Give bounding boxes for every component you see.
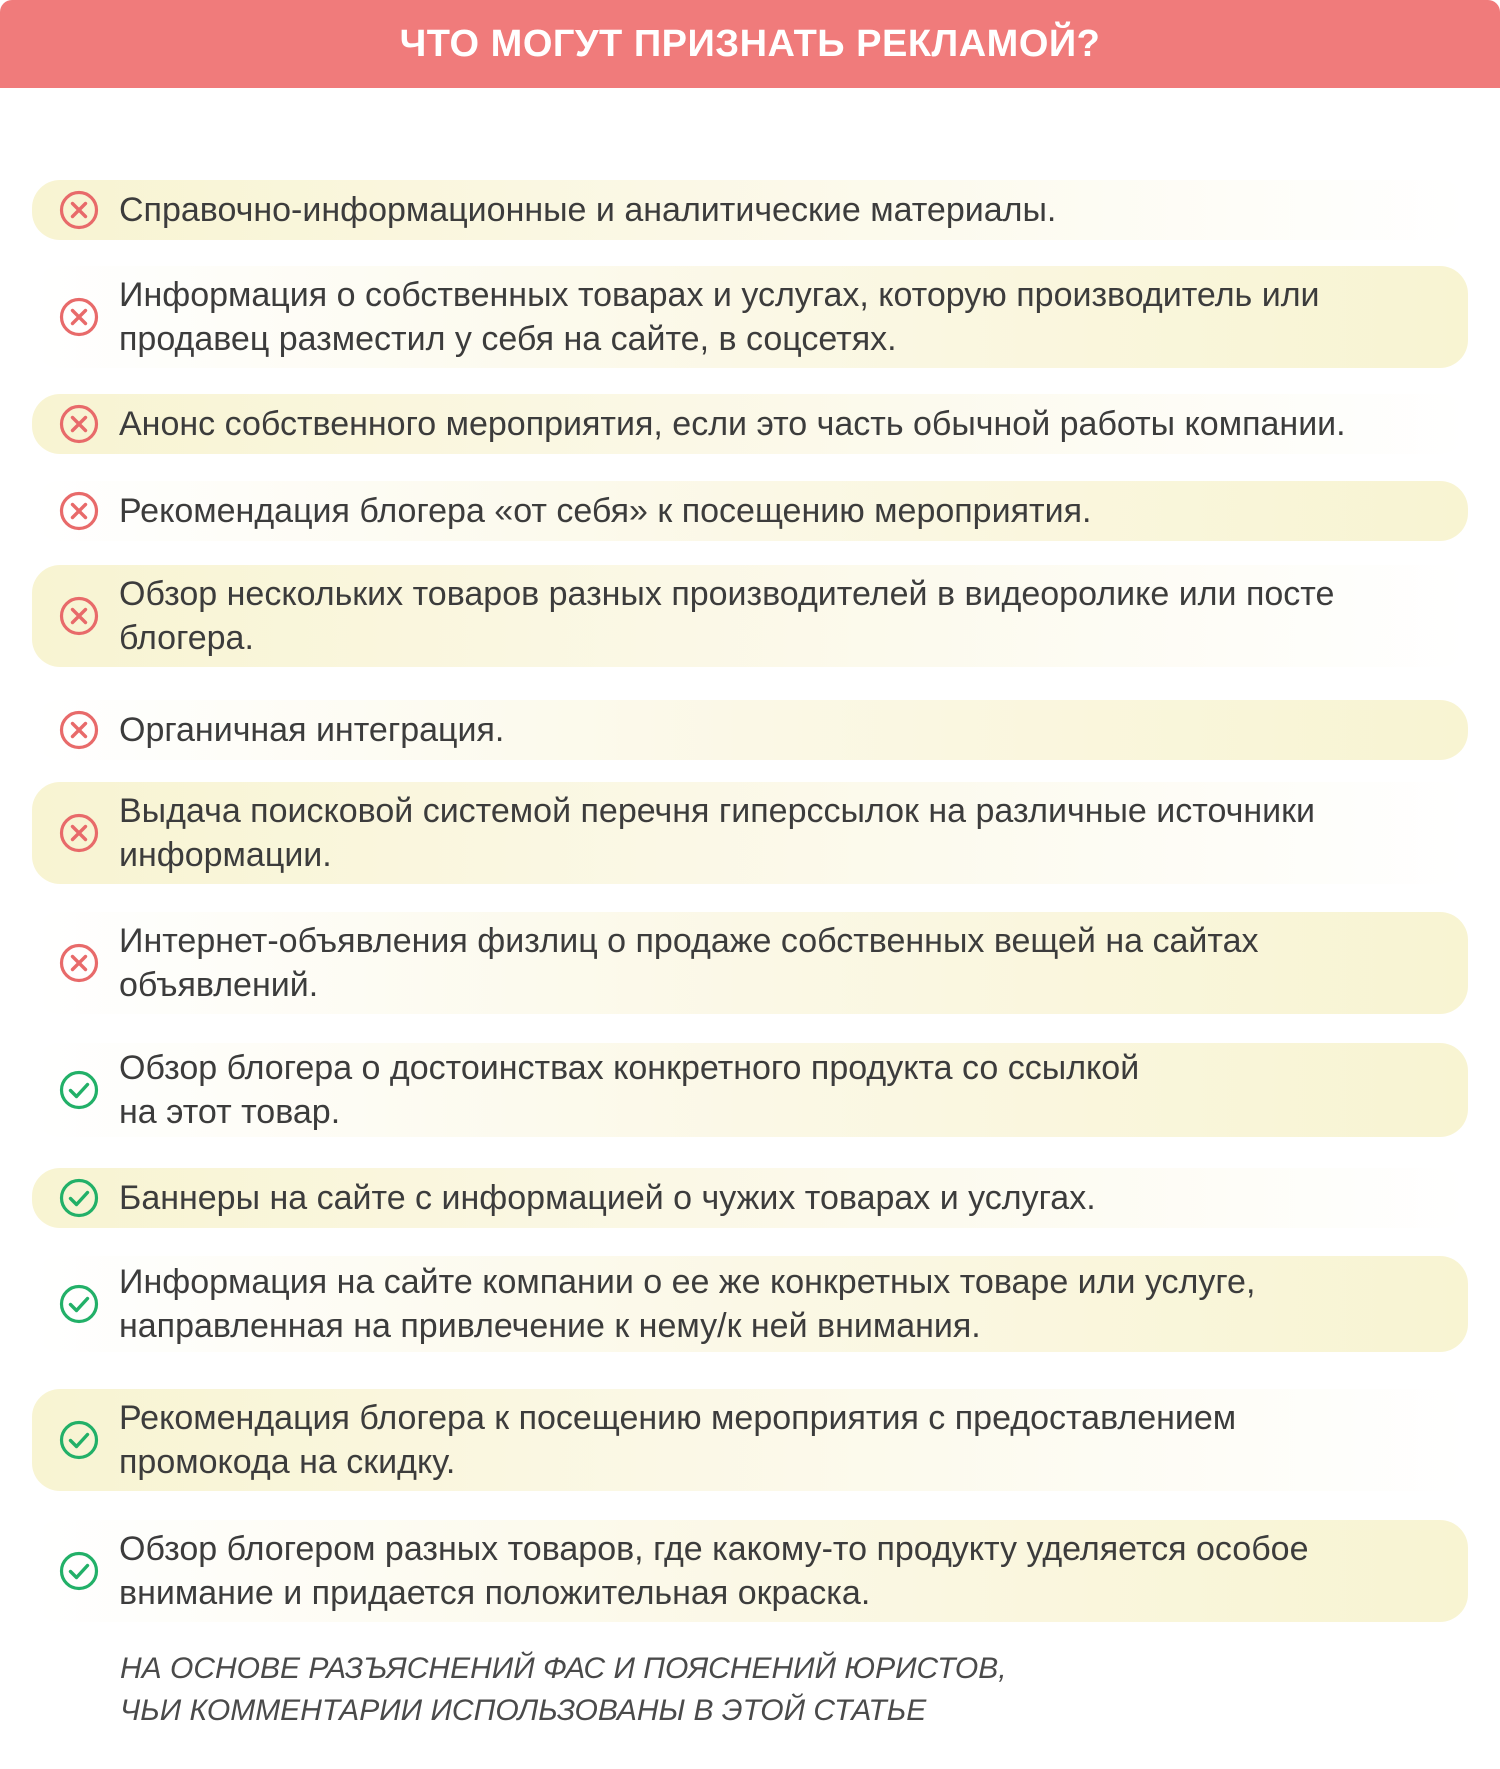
list-item (32, 782, 1468, 884)
list-item-line: Рекомендация блогера к посещению мероприятия с предоставлением (119, 1399, 1237, 1437)
list-item (32, 180, 1468, 240)
cross-icon (59, 596, 99, 636)
list-item-line: внимание и придается положительная окраска. (119, 1574, 871, 1612)
list-item-text (119, 188, 1428, 232)
list-item-text (119, 489, 1428, 533)
check-icon (59, 1284, 99, 1324)
list-item (32, 1168, 1468, 1228)
cross-icon (59, 710, 99, 750)
list-item-text (119, 1260, 1428, 1348)
list-item (32, 1389, 1468, 1491)
list-item-text (119, 273, 1428, 361)
cross-icon (59, 943, 99, 983)
list-item-text (119, 572, 1428, 660)
cross-icon (59, 491, 99, 531)
list-item (32, 481, 1468, 541)
list-item (32, 1043, 1468, 1137)
list-item-text (119, 919, 1428, 1007)
list-item (32, 1520, 1468, 1622)
cross-icon (59, 813, 99, 853)
list-item-line: Справочно-информационные и аналитические материалы. (119, 191, 1057, 229)
list-item-line: Рекомендация блогера «от себя» к посещению мероприятия. (119, 492, 1092, 530)
list-item-text (119, 1176, 1428, 1220)
list-item-line: Обзор нескольких товаров разных производителей в видеоролике или посте (119, 575, 1335, 613)
list-item-line: Обзор блогером разных товаров, где какому-то продукту уделяется особое (119, 1530, 1309, 1568)
cross-icon (59, 404, 99, 444)
footnote-line-1: НА ОСНОВЕ РАЗЪЯСНЕНИЙ ФАС И ПОЯСНЕНИЙ ЮРИСТОВ, (120, 1652, 1007, 1685)
list-item-text (119, 789, 1428, 877)
list-item-line: Обзор блогера о достоинствах конкретного продукта со ссылкой (119, 1049, 1140, 1087)
page-title: ЧТО МОГУТ ПРИЗНАТЬ РЕКЛАМОЙ? (399, 22, 1101, 65)
list-item-text (119, 1527, 1428, 1615)
list-item-line: Интернет-объявления физлиц о продаже собственных вещей на сайтах (119, 922, 1259, 960)
list-item (32, 266, 1468, 368)
check-icon (59, 1070, 99, 1110)
cross-icon (59, 297, 99, 337)
list-item-line: Информация о собственных товарах и услугах, которую производитель или (119, 276, 1320, 314)
list-item-text (119, 1396, 1428, 1484)
list-item (32, 1256, 1468, 1352)
list-item-text (119, 1046, 1428, 1134)
list-item-line: Баннеры на сайте с информацией о чужих товарах и услугах. (119, 1179, 1096, 1217)
list-item-line: информации. (119, 836, 332, 874)
list-item (32, 394, 1468, 454)
list-item (32, 565, 1468, 667)
list-item (32, 700, 1468, 760)
check-icon (59, 1551, 99, 1591)
list-item-line: продавец разместил у себя на сайте, в соцсетях. (119, 320, 897, 358)
list-item-line: промокода на скидку. (119, 1443, 456, 1481)
list-item-line: объявлений. (119, 966, 319, 1004)
list-item-line: на этот товар. (119, 1093, 341, 1131)
check-icon (59, 1420, 99, 1460)
check-icon (59, 1178, 99, 1218)
list-item-line: Анонс собственного мероприятия, если это часть обычной работы компании. (119, 405, 1346, 443)
list-item-line: Органичная интеграция. (119, 711, 505, 749)
footnote-line-2: ЧЬИ КОММЕНТАРИИ ИСПОЛЬЗОВАНЫ В ЭТОЙ СТАТЬЕ (120, 1694, 927, 1727)
list-item-line: Выдача поисковой системой перечня гиперссылок на различные источники (119, 792, 1315, 830)
list-item-line: Информация на сайте компании о ее же конкретных товаре или услуге, (119, 1263, 1256, 1301)
list-item-line: блогера. (119, 619, 254, 657)
header-bar (0, 0, 1500, 88)
list-item-line: направленная на привлечение к нему/к ней внимания. (119, 1307, 981, 1345)
list-item-text (119, 708, 1428, 752)
cross-icon (59, 190, 99, 230)
footnote (120, 1648, 1320, 1732)
list-item-text (119, 402, 1428, 446)
list-item (32, 912, 1468, 1014)
